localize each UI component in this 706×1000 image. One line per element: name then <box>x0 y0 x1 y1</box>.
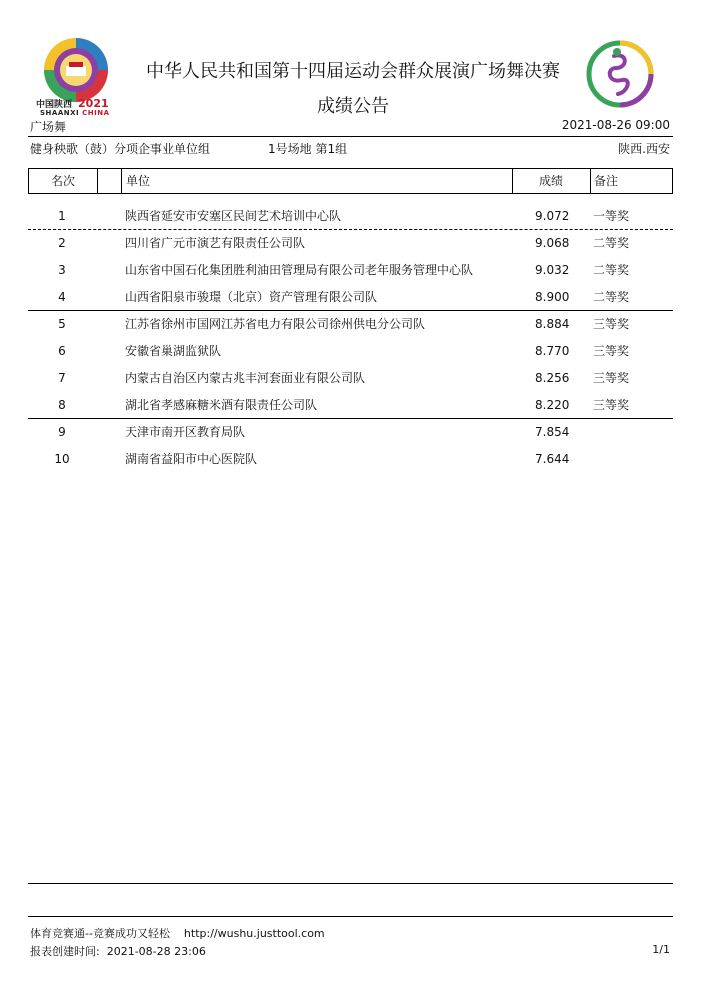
logo-caption-cn: 中国陕西 2021 <box>36 97 109 110</box>
rank-cell: 3 <box>58 263 66 277</box>
note-cell: 二等奖 <box>593 236 630 250</box>
unit-cell: 四川省广元市演艺有限责任公司队 <box>125 236 306 250</box>
unit-cell: 陕西省延安市安塞区民间艺术培训中心队 <box>125 209 342 223</box>
event-datetime: 2021-08-26 09:00 <box>561 118 670 132</box>
table-row <box>28 284 673 311</box>
results-table <box>28 203 673 473</box>
unit-cell: 山西省阳泉市骏璟（北京）资产管理有限公司队 <box>125 290 378 304</box>
unit-cell: 安徽省巢湖监狱队 <box>125 344 222 358</box>
unit-cell: 江苏省徐州市国网江苏省电力有限公司徐州供电分公司队 <box>125 317 426 331</box>
score-cell: 8.770 <box>535 344 570 358</box>
table-row <box>28 446 673 473</box>
unit-cell: 天津市南开区教育局队 <box>125 425 246 439</box>
table-row <box>28 230 673 257</box>
column-header-score: 成绩 <box>539 174 564 188</box>
rank-cell: 9 <box>58 425 66 439</box>
rank-cell: 5 <box>58 317 66 331</box>
event-group: 健身秧歌（鼓）分项企事业单位组 <box>30 142 211 156</box>
column-header-unit: 单位 <box>126 174 151 188</box>
table-row <box>28 257 673 284</box>
note-cell: 二等奖 <box>593 263 630 277</box>
unit-cell: 内蒙古自治区内蒙古兆丰河套面业有限公司队 <box>125 371 366 385</box>
footer-divider <box>28 883 673 884</box>
event-location: 陕西.西安 <box>618 142 670 156</box>
table-row <box>28 392 673 419</box>
score-cell: 9.032 <box>535 263 570 277</box>
event-venue: 1号场地 第1组 <box>268 142 348 156</box>
note-cell: 二等奖 <box>593 290 630 304</box>
table-header <box>28 168 673 194</box>
unit-cell: 湖北省孝感麻糖米酒有限责任公司队 <box>125 398 318 412</box>
page-subtitle: 成绩公告 <box>317 96 389 117</box>
unit-cell: 山东省中国石化集团胜利油田管理局有限公司老年服务管理中心队 <box>125 263 474 277</box>
page-title: 中华人民共和国第十四届运动会群众展演广场舞决赛 <box>146 61 560 82</box>
note-cell: 一等奖 <box>593 209 630 223</box>
table-row <box>28 203 673 230</box>
table-row <box>28 338 673 365</box>
rank-cell: 7 <box>58 371 66 385</box>
column-header-note: 备注 <box>594 174 619 188</box>
footer-divider <box>28 916 673 917</box>
rank-cell: 6 <box>58 344 66 358</box>
rank-cell: 8 <box>58 398 66 412</box>
table-row <box>28 365 673 392</box>
score-cell: 7.854 <box>535 425 570 439</box>
column-divider <box>512 169 513 193</box>
divider <box>28 136 673 137</box>
note-cell: 三等奖 <box>593 344 630 358</box>
note-cell: 三等奖 <box>593 398 630 412</box>
rank-cell: 1 <box>58 209 66 223</box>
rank-cell: 2 <box>58 236 66 250</box>
square-dance-logo <box>584 38 656 110</box>
score-cell: 7.644 <box>535 452 570 466</box>
score-cell: 9.068 <box>535 236 570 250</box>
score-cell: 8.220 <box>535 398 570 412</box>
column-divider <box>590 169 591 193</box>
table-row <box>28 419 673 446</box>
column-divider <box>97 169 98 193</box>
score-cell: 9.072 <box>535 209 570 223</box>
score-cell: 8.884 <box>535 317 570 331</box>
page-number: 1/1 <box>652 943 670 956</box>
rank-cell: 10 <box>54 452 70 466</box>
column-divider <box>121 169 122 193</box>
report-created-time: 报表创建时间: 2021-08-28 23:06 <box>30 945 206 958</box>
sport-label: 广场舞 <box>30 120 67 134</box>
table-row <box>28 311 673 338</box>
column-header-rank: 名次 <box>50 174 75 188</box>
score-cell: 8.900 <box>535 290 570 304</box>
score-cell: 8.256 <box>535 371 570 385</box>
note-cell: 三等奖 <box>593 371 630 385</box>
footer-credit: 体育竞赛通--竞赛成功又轻松 http://wushu.justtool.com <box>30 927 325 940</box>
unit-cell: 湖南省益阳市中心医院队 <box>125 452 258 466</box>
rank-cell: 4 <box>58 290 66 304</box>
logo-caption-en: SHAANXI CHINA <box>40 109 110 117</box>
note-cell: 三等奖 <box>593 317 630 331</box>
